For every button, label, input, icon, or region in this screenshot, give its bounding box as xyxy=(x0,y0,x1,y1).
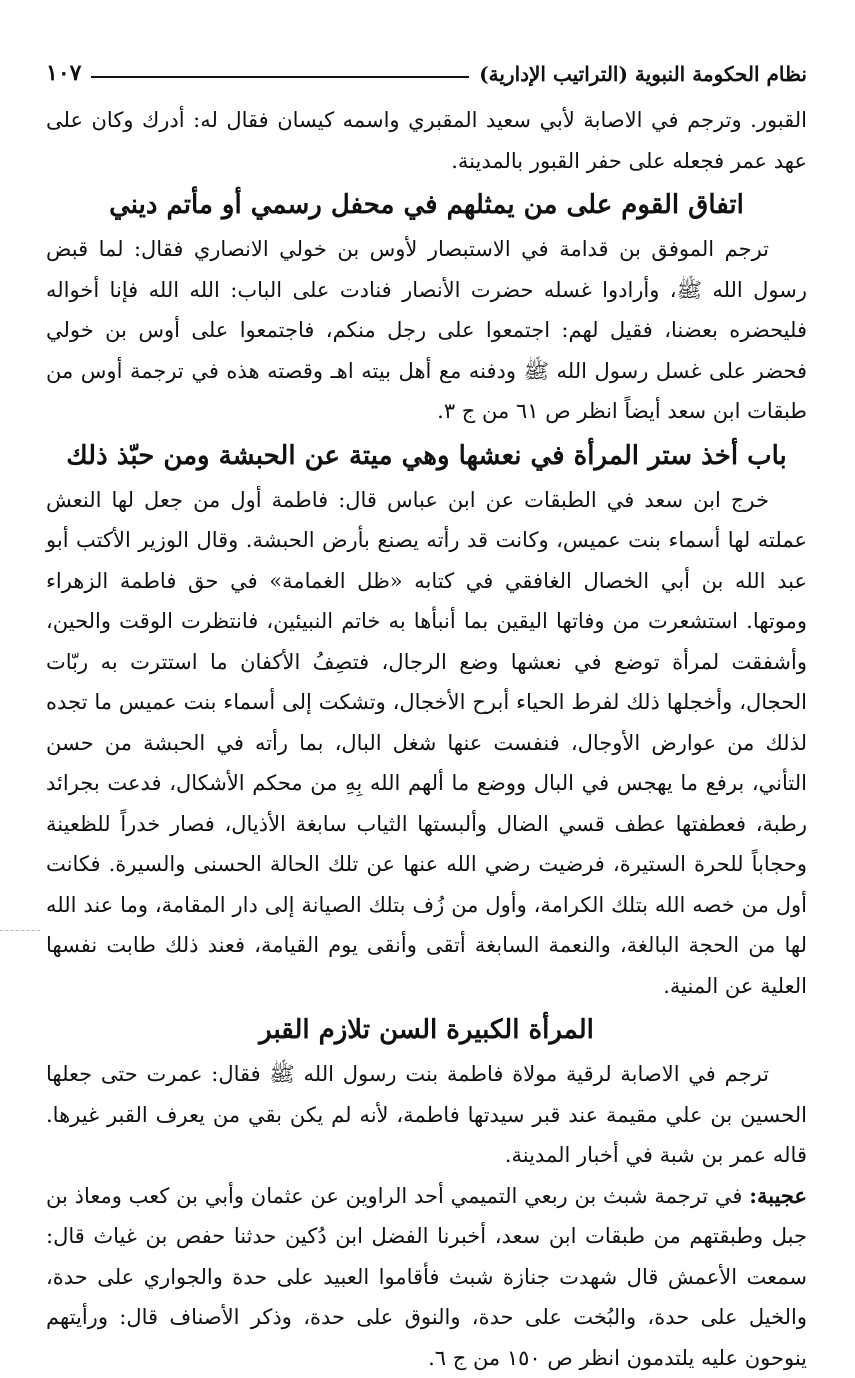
section-heading: اتفاق القوم على من يمثلهم في محفل رسمي أو مأتم ديني xyxy=(46,181,807,229)
section-heading: باب أخذ ستر المرأة في نعشها وهي ميتة عن الحبشة ومن حبّذ ذلك xyxy=(46,432,807,480)
paragraph: القبور. وترجم في الاصابة لأبي سعيد المقبري واسمه كيسان فقال له: أدرك وكان على عهد عمر فجعله على حفر القبور بالمدينة. xyxy=(46,100,807,181)
paragraph: ترجم في الاصابة لرقية مولاة فاطمة بنت رسول الله ﷺ فقال: عمرت حتى جعلها الحسين بن علي مقيمة عند قبر سيدتها فاطمة، لأنه لم يكن بقي من يعرف القبر غيرها. قاله عمر بن شبة في أخبار المدينة. xyxy=(46,1054,807,1176)
running-title: نظام الحكومة النبوية (التراتيب الإدارية) xyxy=(479,62,807,86)
paragraph: خرج ابن سعد في الطبقات عن ابن عباس قال: فاطمة أول من جعل لها النعش عملته لها أسماء بنت عميس، وكانت قد رأته يصنع بأرض الحبشة. وقال الوزير الأكتب أبو عبد الله بن أبي الخصال الغافقي في كتابه «ظل الغمامة» في حق فاطمة الزهراء وموتها. استشعرت من وفاتها اليقين بما أنبأها به خاتم النبيئين، فانتظرت الوقت والحين، وأشفقت لمرأة توضع في نعشها وضع الرجال، فتصِفُ الأكفان ما استترت به ربّات الحجال، وأخجلها ذلك لفرط الحياء أبرح الأخجال، وتشكت إلى أسماء بنت عميس ما تجده لذلك من عوارض الأوجال، فنفست عنها شغل البال، بما رأته في الحبشة من حسن التأني، برفع ما يهجس في البال ووضع ما ألهم الله بِهِ من محكم الأشكال، فدعت بجرائد رطبة، فعطفتها عطف قسي الضال وألبستها الثياب سابغة الأذيال، فصار خدراً للظعينة وحجاباً للحرة الستيرة، فرضيت رضي الله عنها عن تلك الحالة الحسنى والسيرة. فكانت أول من خصه الله بتلك الكرامة، وأول من زُف بتلك الصيانة إلى دار المقامة، وما عند الله لها من الحجة البالغة، والنعمة السابغة أتقى وأنقى يوم القيامة، فعند ذلك طابت نفسها العلية عن المنية. xyxy=(46,480,807,1007)
header-rule xyxy=(91,76,469,78)
note-paragraph xyxy=(46,1176,807,1378)
running-header xyxy=(46,44,807,86)
page-number: ١٠٧ xyxy=(46,60,81,86)
page-body xyxy=(46,100,807,1378)
note-text: في ترجمة شبث بن ربعي التميمي أحد الراوين عن عثمان وأبي بن كعب ومعاذ بن جبل وطبقتهم من طبقات ابن سعد، أخبرنا الفضل ابن دُكين حدثنا حفص بن غياث قال: سمعت الأعمش قال شهدت جنازة شبث فأقاموا العبيد على حدة والجواري على حدة، والخيل على حدة، والبُخت على حدة، والنوق على حدة، وذكر الأصناف قال: ورأيتهم ينوحون عليه يلتدمون انظر ص ١٥٠ من ج ٦. xyxy=(46,1184,807,1370)
note-term: عجيبة: xyxy=(749,1183,807,1208)
section-heading: المرأة الكبيرة السن تلازم القبر xyxy=(46,1006,807,1054)
paragraph: ترجم الموفق بن قدامة في الاستبصار لأوس بن خولي الانصاري فقال: لما قبض رسول الله ﷺ، وأرادوا غسله حضرت الأنصار فنادت على الباب: الله الله فإنا أخواله فليحضره بعضنا، فقيل لهم: اجتمعوا على رجل منكم، فاجتمعوا على أوس بن خولي فحضر على غسل رسول الله ﷺ ودفنه مع أهل بيته اهـ وقصته هذه في ترجمة أوس من طبقات ابن سعد أيضاً انظر ص ٦١ من ج ٣. xyxy=(46,229,807,432)
